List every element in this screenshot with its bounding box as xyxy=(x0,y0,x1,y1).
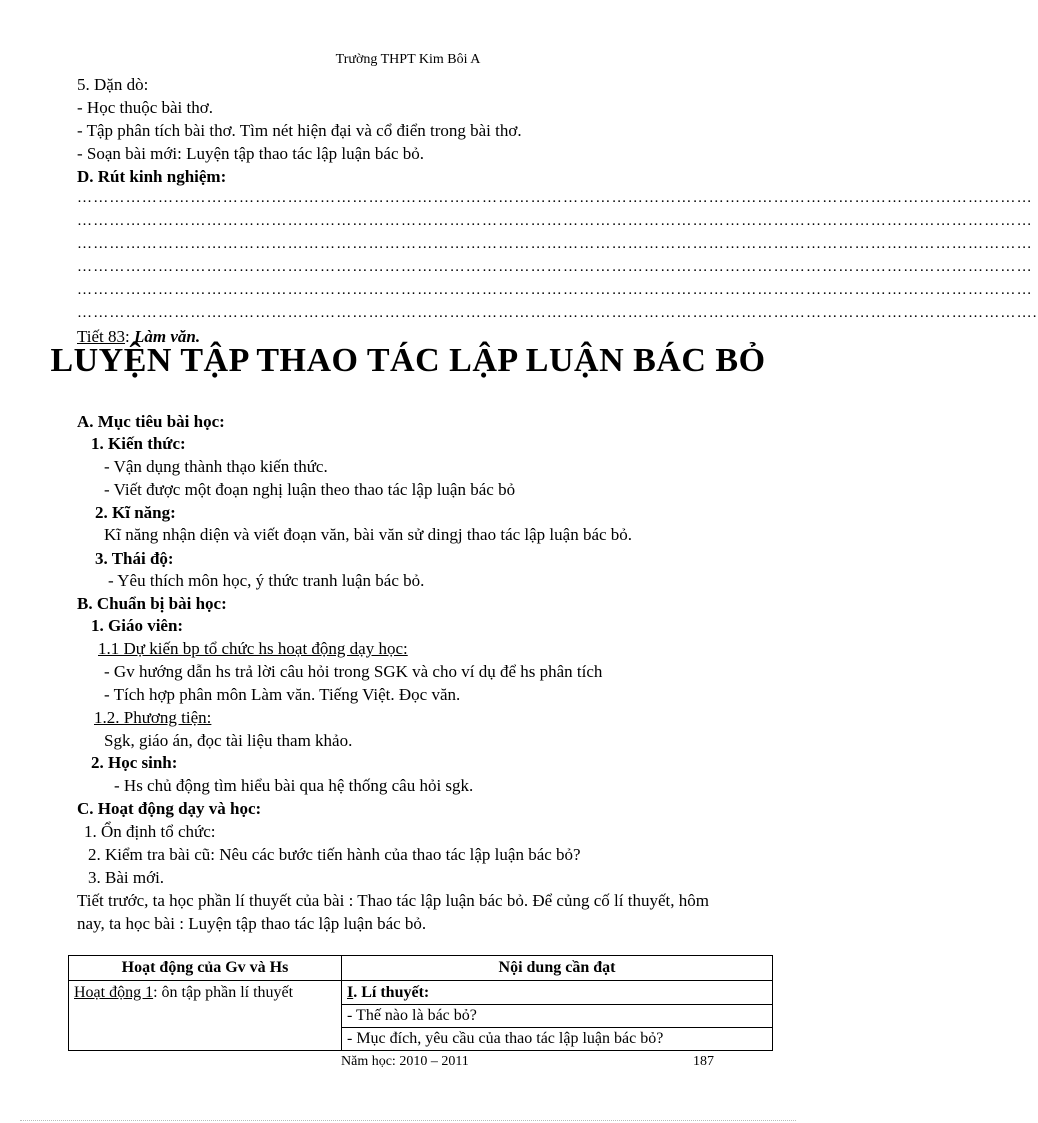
skills-heading: 2. Kĩ năng: xyxy=(95,503,176,522)
activity-step: 1. Ổn định tổ chức: xyxy=(84,822,216,841)
activity-cell xyxy=(69,981,342,1051)
blank-line: …………………………………………………………………………………………………………………………………………………………… xyxy=(77,259,1033,275)
attitude-text: - Yêu thích môn học, ý thức tranh luận bác bỏ. xyxy=(108,571,425,590)
means-text: Sgk, giáo án, đọc tài liệu tham khảo. xyxy=(104,731,353,750)
lesson-period: Tiết 83 xyxy=(77,327,126,346)
activity-text: : ôn tập phần lí thuyết xyxy=(153,984,294,1001)
activities-heading: C. Hoạt động dạy và học: xyxy=(77,799,262,818)
activity-label: Hoạt động 1 xyxy=(74,984,154,1001)
activity-step: 2. Kiểm tra bài cũ: Nêu các bước tiến hành của thao tác lập luận bác bỏ? xyxy=(88,845,581,864)
section-title: I. Lí thuyết: xyxy=(347,984,430,1001)
question-item: - Mục đích, yêu cầu của thao tác lập luận bác bỏ? xyxy=(342,1027,772,1050)
footer-year: Năm học: 2010 – 2011 xyxy=(341,1054,469,1069)
page-number: 187 xyxy=(693,1054,714,1069)
preparation-heading: B. Chuẩn bị bài học: xyxy=(77,594,227,613)
lesson-title: LUYỆN TẬP THAO TÁC LẬP LUẬN BÁC BỎ xyxy=(50,342,766,379)
blank-line: …………………………………………………………………………………………………………………………………………………………… xyxy=(77,282,1033,298)
homework-heading: 5. Dặn dò: xyxy=(77,75,149,94)
intro-line: nay, ta học bài : Luyện tập thao tác lập luận bác bỏ. xyxy=(77,914,427,933)
homework-item: - Tập phân tích bài thơ. Tìm nét hiện đại và cổ điển trong bài thơ. xyxy=(77,121,522,140)
table-row xyxy=(69,981,773,1051)
plan-heading: 1.1 Dự kiến bp tổ chức hs hoạt động dạy học: xyxy=(98,639,408,658)
homework-item: - Soạn bài mới: Luyện tập thao tác lập luận bác bỏ. xyxy=(77,144,424,163)
activity-step: 3. Bài mới. xyxy=(88,868,165,887)
question-item: - Thế nào là bác bỏ? xyxy=(342,1004,772,1027)
blank-line: …………………………………………………………………………………………………………………………………………………………… xyxy=(77,190,1033,206)
blank-line: …………………………………………………………………………………………………………………………………………………………… xyxy=(77,236,1033,252)
lesson-colon: : xyxy=(125,327,135,346)
blank-line: ……………………………………………………………………………………………………………………………………………………………. xyxy=(77,305,1038,321)
skills-text: Kĩ năng nhận diện và viết đoạn văn, bài văn sử dingj thao tác lập luận bác bỏ. xyxy=(104,525,633,544)
teacher-heading: 1. Giáo viên: xyxy=(91,616,184,635)
experience-heading: D. Rút kinh nghiệm: xyxy=(77,167,227,186)
activity-table xyxy=(68,955,773,1051)
table-header-row xyxy=(69,956,773,981)
attitude-heading: 3. Thái độ: xyxy=(95,549,174,568)
content-cell xyxy=(342,981,773,1051)
student-text: - Hs chủ động tìm hiểu bài qua hệ thống câu hỏi sgk. xyxy=(114,776,474,795)
page-edge-divider xyxy=(20,1120,796,1121)
plan-item: - Gv hướng dẫn hs trả lời câu hỏi trong SGK và cho ví dụ để hs phân tích xyxy=(104,662,603,681)
knowledge-item: - Viết được một đoạn nghị luận theo thao tác lập luận bác bỏ xyxy=(104,480,516,499)
objectives-heading: A. Mục tiêu bài học: xyxy=(77,412,225,431)
means-heading: 1.2. Phương tiện: xyxy=(94,708,212,727)
knowledge-heading: 1. Kiến thức: xyxy=(91,434,186,453)
page-header: Trường THPT Kim Bôi A xyxy=(335,52,481,67)
lesson-subject: Làm văn. xyxy=(134,327,201,346)
plan-item: - Tích hợp phân môn Làm văn. Tiếng Việt. Đọc văn. xyxy=(104,685,461,704)
homework-item: - Học thuộc bài thơ. xyxy=(77,98,213,117)
student-heading: 2. Học sinh: xyxy=(91,753,178,772)
table-header: Nội dung cần đạt xyxy=(342,956,773,981)
intro-line: Tiết trước, ta học phần lí thuyết của bài : Thao tác lập luận bác bỏ. Để củng cố lí thuyết, hôm xyxy=(77,891,709,910)
blank-line: …………………………………………………………………………………………………………………………………………………………… xyxy=(77,213,1033,229)
knowledge-item: - Vận dụng thành thạo kiến thức. xyxy=(104,457,328,476)
table-header: Hoạt động của Gv và Hs xyxy=(69,956,342,981)
